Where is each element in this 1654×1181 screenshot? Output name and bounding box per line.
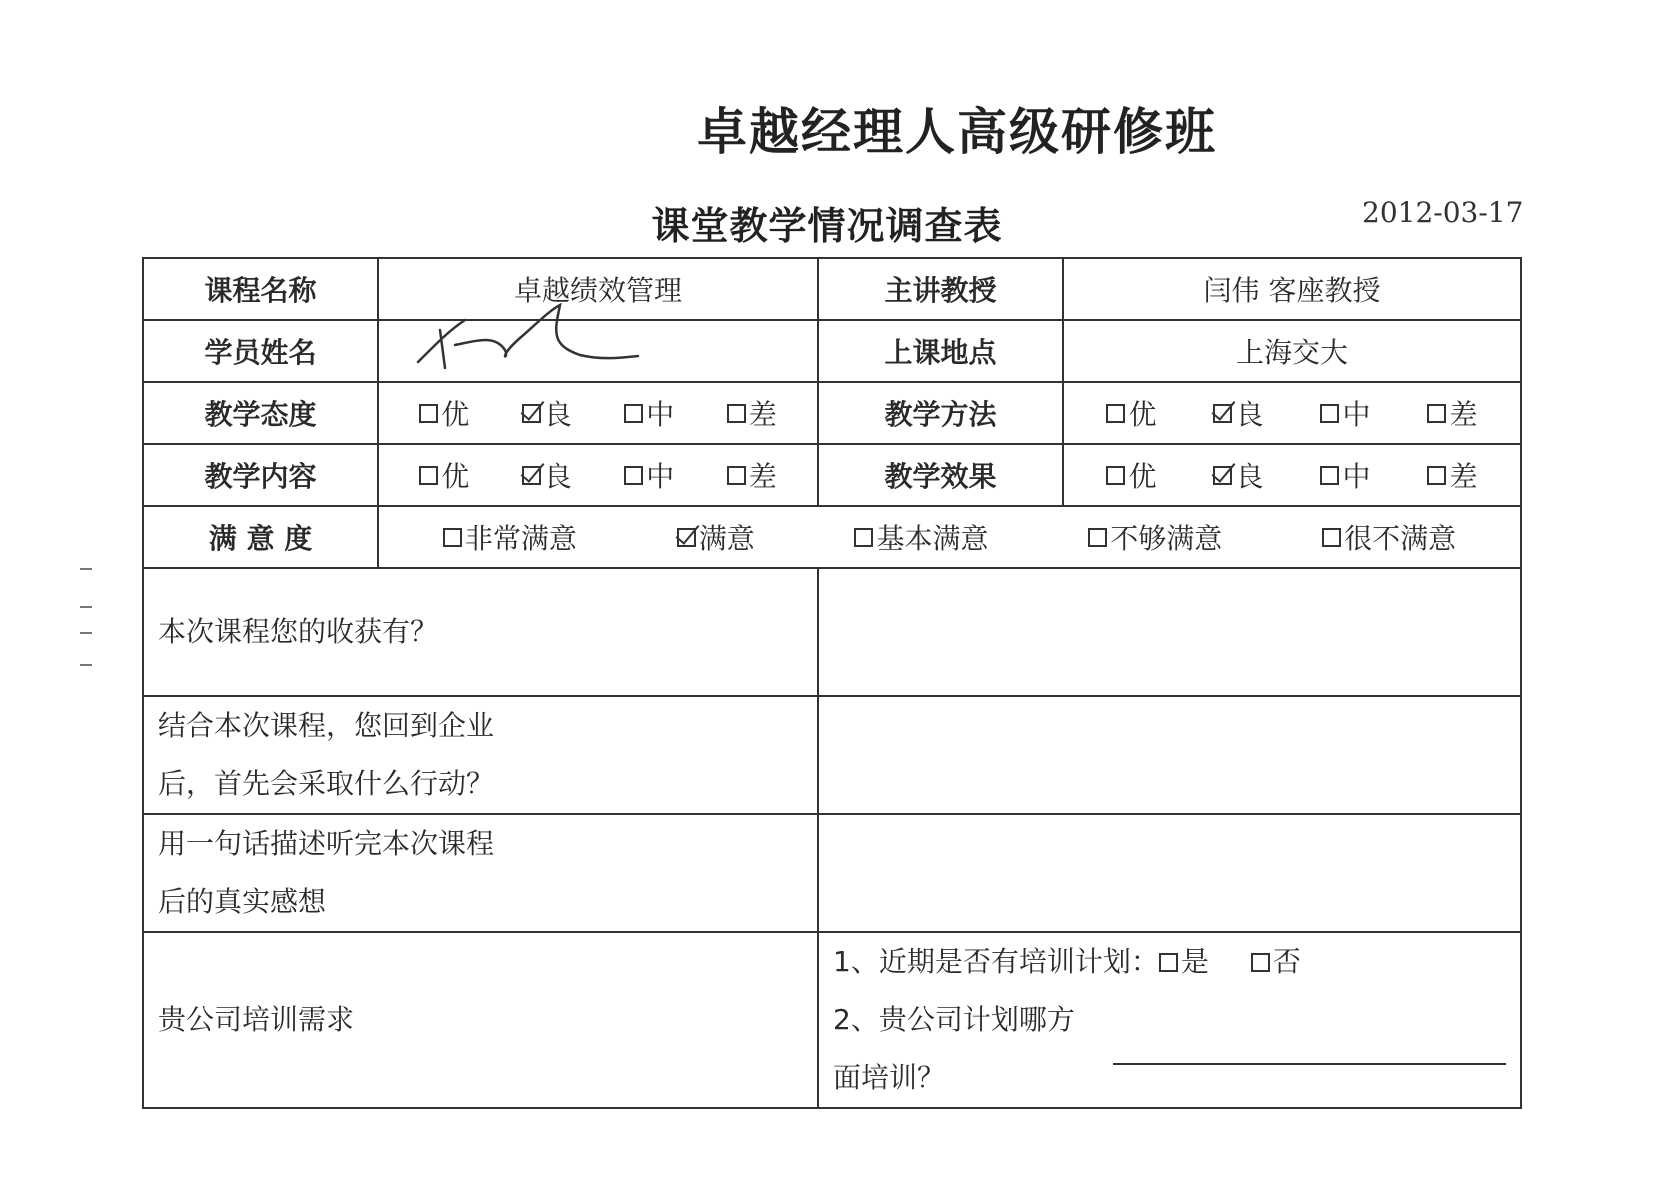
feeling-question-line1: 用一句话描述听完本次课程 [158,827,495,860]
row-gain [143,568,1521,696]
option-label: 差 [748,460,777,493]
training-plan-question: 1、近期是否有培训计划： [833,945,1159,978]
satisfaction-options [378,506,1521,568]
checkbox-icon [419,466,438,485]
checkbox-icon [1427,466,1446,485]
training-plan-yes[interactable] [1159,933,1209,991]
training-needs-answers [818,932,1521,1108]
checkbox-icon [854,528,873,547]
checkbox-icon [443,528,462,547]
effect-options [1063,444,1521,506]
row-attitude-method [143,382,1521,444]
gain-question-text: 本次课程您的收获有？ [158,615,439,648]
attitude-option[interactable] [419,393,469,433]
option-label: 是 [1180,945,1209,978]
instructor-value[interactable]: 闫伟 客座教授 [1063,258,1521,320]
method-option[interactable] [1427,393,1477,433]
attitude-option[interactable] [727,393,777,433]
content-option[interactable] [522,455,572,495]
checkbox-icon [522,466,541,485]
checkbox-icon [1427,404,1446,423]
row-action [143,696,1521,814]
effect-label: 教学效果 [818,444,1063,506]
checkbox-icon [1106,404,1125,423]
option-label: 满意 [698,522,755,555]
feeling-question-line2: 后的真实感想 [158,885,327,918]
option-label: 良 [1235,398,1264,431]
attitude-option[interactable] [522,393,572,433]
gain-question [143,568,818,696]
form-date: 2012-03-17 [1362,196,1524,229]
gain-answer-field[interactable] [818,568,1521,696]
option-label: 不够满意 [1110,522,1223,555]
row-training-needs [143,932,1521,1108]
checkbox-icon [419,404,438,423]
action-question [143,696,818,814]
effect-option[interactable] [1427,455,1477,495]
action-question-line2: 后，首先会采取什么行动？ [158,767,495,800]
course-name-label: 课程名称 [143,258,378,320]
row-content-effect [143,444,1521,506]
checkbox-icon [1322,528,1341,547]
satisfaction-option[interactable] [1088,517,1222,557]
checkbox-icon [1106,466,1125,485]
feeling-answer-field[interactable] [818,814,1521,932]
content-option[interactable] [419,455,469,495]
method-option[interactable] [1213,393,1263,433]
training-needs-label-text: 贵公司培训需求 [158,1003,355,1036]
row-satisfaction [143,506,1521,568]
training-needs-label [143,932,818,1108]
option-label: 中 [1342,398,1371,431]
option-label: 否 [1272,945,1301,978]
scan-mark [80,568,92,570]
option-label: 差 [1449,460,1478,493]
training-area-input[interactable] [1113,1033,1506,1065]
satisfaction-label: 满 意 度 [143,506,378,568]
satisfaction-option[interactable] [854,517,988,557]
action-answer-field[interactable] [818,696,1521,814]
method-options [1063,382,1521,444]
row-course [143,258,1521,320]
option-label: 优 [441,398,470,431]
checkbox-icon [1251,953,1270,972]
content-option[interactable] [727,455,777,495]
content-label: 教学内容 [143,444,378,506]
option-label: 优 [441,460,470,493]
attitude-options [378,382,818,444]
option-label: 优 [1128,460,1157,493]
checkbox-icon [1213,466,1232,485]
training-plan-no[interactable] [1251,933,1301,991]
option-label: 基本满意 [876,522,989,555]
method-option[interactable] [1320,393,1370,433]
checkbox-icon [727,466,746,485]
satisfaction-option[interactable] [443,517,577,557]
content-option[interactable] [624,455,674,495]
effect-option[interactable] [1213,455,1263,495]
training-plan-line [833,933,1506,991]
option-label: 中 [1342,460,1371,493]
student-name-label: 学员姓名 [143,320,378,382]
scan-mark [80,664,92,666]
checkbox-icon [677,528,696,547]
checkbox-icon [1159,953,1178,972]
course-name-value[interactable]: 卓越绩效管理 [378,258,818,320]
option-label: 非常满意 [464,522,577,555]
checkbox-icon [727,404,746,423]
location-value[interactable]: 上海交大 [1063,320,1521,382]
satisfaction-option[interactable] [1322,517,1456,557]
option-label: 优 [1128,398,1157,431]
option-label: 良 [1235,460,1264,493]
checkbox-icon [522,404,541,423]
survey-table [142,257,1522,1109]
row-feeling [143,814,1521,932]
option-label: 差 [1449,398,1478,431]
option-label: 差 [748,398,777,431]
option-label: 中 [646,460,675,493]
checkbox-icon [1088,528,1107,547]
checkbox-icon [1213,404,1232,423]
content-options [378,444,818,506]
instructor-label: 主讲教授 [818,258,1063,320]
scan-mark [80,606,92,608]
action-question-line1: 结合本次课程，您回到企业 [158,709,495,742]
form-title: 卓越经理人高级研修班 [697,103,1217,161]
checkbox-icon [1320,466,1339,485]
form-subtitle: 课堂教学情况调查表 [651,204,1003,248]
training-area-question: 2、贵公司计划哪方面培训？ [833,1003,1075,1094]
feeling-question [143,814,818,932]
option-label: 中 [646,398,675,431]
satisfaction-option[interactable] [677,517,755,557]
checkbox-icon [624,466,643,485]
training-area-line [833,991,1506,1107]
method-label: 教学方法 [818,382,1063,444]
option-label: 良 [543,398,572,431]
attitude-label: 教学态度 [143,382,378,444]
scan-mark [80,632,92,634]
checkbox-icon [624,404,643,423]
location-label: 上课地点 [818,320,1063,382]
option-label: 很不满意 [1344,522,1457,555]
effect-option[interactable] [1106,455,1156,495]
attitude-option[interactable] [624,393,674,433]
checkbox-icon [1320,404,1339,423]
effect-option[interactable] [1320,455,1370,495]
option-label: 良 [543,460,572,493]
signature-icon [410,300,650,380]
method-option[interactable] [1106,393,1156,433]
row-student [143,320,1521,382]
